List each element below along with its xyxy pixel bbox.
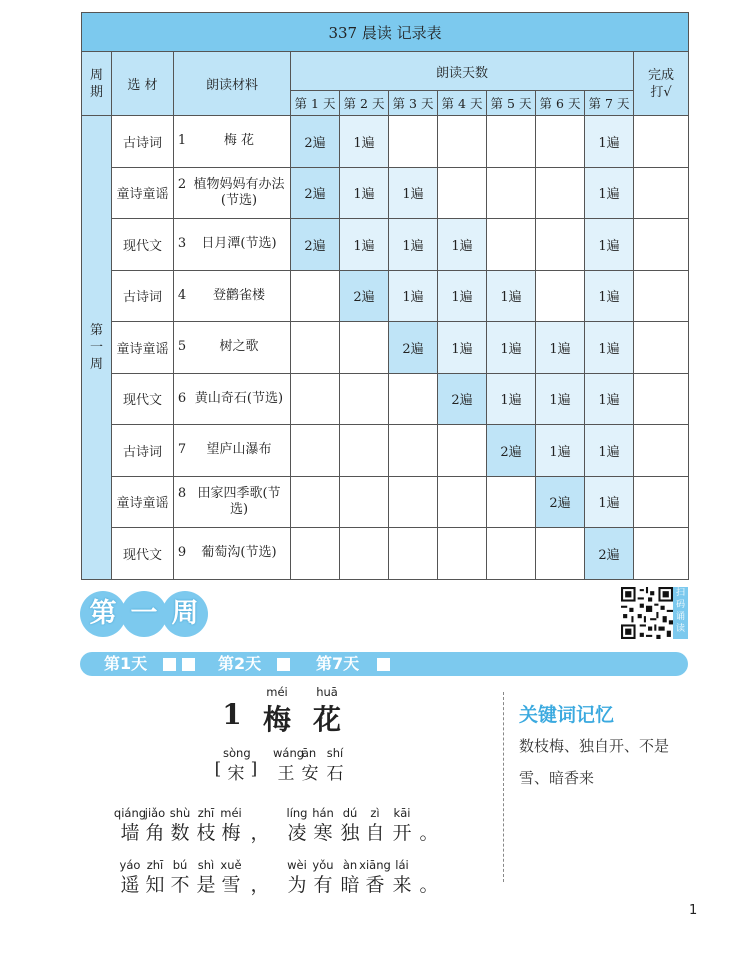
day-cell	[438, 476, 487, 528]
author-name-char: 安	[301, 764, 319, 784]
day-cell: 1遍	[389, 270, 438, 322]
material-title: 葡萄沟(节选)	[201, 545, 277, 561]
day-cell	[340, 528, 389, 580]
material-number: 2	[177, 176, 187, 192]
table-row	[82, 425, 689, 477]
day-cell: 1遍	[536, 373, 585, 425]
author-pinyin: wáng	[273, 746, 305, 760]
reading-record-table	[81, 12, 689, 580]
done-checkbox-cell[interactable]	[634, 425, 689, 477]
poem-char: 凌	[287, 822, 307, 844]
author-name-char: 石	[326, 764, 344, 784]
qr-side-char: 读	[675, 624, 685, 634]
day-checkbox[interactable]	[377, 658, 390, 671]
day-checkbox[interactable]	[277, 658, 290, 671]
poem-char: 是	[196, 874, 216, 896]
day-cell: 1遍	[487, 373, 536, 425]
day-cell: 1遍	[389, 167, 438, 219]
day-label: 第2天	[218, 654, 262, 673]
day-cell: 1遍	[438, 270, 487, 322]
material-cell	[174, 167, 291, 219]
reading-days-bar	[80, 652, 688, 676]
day-cell	[536, 167, 585, 219]
poem-char: 梅	[221, 822, 241, 844]
day-cell: 1遍	[585, 270, 634, 322]
header-done: 完成 打√	[634, 52, 689, 116]
keywords-title: 关键词记忆	[519, 704, 615, 726]
poem-char: 寒	[313, 822, 333, 844]
day-cell	[340, 425, 389, 477]
poem-char: 雪	[221, 874, 241, 896]
title-pinyin: méi	[266, 685, 288, 699]
done-checkbox-cell[interactable]	[634, 219, 689, 271]
day-cell	[340, 476, 389, 528]
material-cell	[174, 373, 291, 425]
category-cell: 童诗童谣	[112, 476, 174, 528]
header-day-6: 第 6 天	[536, 91, 585, 116]
week-cell-char: 周	[89, 356, 103, 372]
day-cell	[389, 373, 438, 425]
material-title: 树之歌	[219, 339, 259, 355]
day-cell: 1遍	[487, 270, 536, 322]
table-row	[82, 322, 689, 374]
poem-char: 自	[365, 822, 385, 844]
day-cell	[291, 373, 340, 425]
week-badge-char: 一	[121, 591, 167, 637]
material-title: 田家四季歌(节选)	[197, 485, 281, 517]
poem-char: 枝	[196, 822, 216, 844]
header-day-5: 第 5 天	[487, 91, 536, 116]
table-title: 337 晨读 记录表	[82, 13, 689, 52]
poem-char: 暗	[340, 874, 360, 896]
poem-char: 开	[392, 822, 412, 844]
day-cell: 1遍	[585, 425, 634, 477]
category-cell: 童诗童谣	[112, 322, 174, 374]
poem-char: ，	[250, 822, 270, 844]
done-checkbox-cell[interactable]	[634, 167, 689, 219]
table-row	[82, 167, 689, 219]
poem-pinyin: wèi	[287, 858, 307, 872]
day-cell: 1遍	[585, 322, 634, 374]
done-checkbox-cell[interactable]	[634, 373, 689, 425]
header-day-1: 第 1 天	[291, 91, 340, 116]
day-cell	[536, 219, 585, 271]
poem-char: 遥	[120, 874, 140, 896]
category-cell: 古诗词	[112, 270, 174, 322]
material-number: 9	[177, 545, 187, 561]
category-cell: 古诗词	[112, 425, 174, 477]
poem-pinyin: shù	[169, 806, 191, 820]
poem-char: 有	[313, 874, 333, 896]
day-cell	[438, 425, 487, 477]
page-number: 1	[689, 903, 698, 918]
poem-pinyin: hán	[312, 806, 334, 820]
author-name-char: 王	[277, 764, 295, 784]
material-cell	[174, 270, 291, 322]
day-cell: 1遍	[536, 425, 585, 477]
material-title: 望庐山瀑布	[206, 442, 272, 458]
day-cell: 2遍	[340, 270, 389, 322]
material-number: 7	[177, 442, 187, 458]
day-cell: 1遍	[340, 116, 389, 168]
poem-pinyin: dú	[342, 806, 358, 820]
day-cell: 2遍	[291, 219, 340, 271]
table-row	[82, 219, 689, 271]
day-cell	[536, 528, 585, 580]
table-row	[82, 270, 689, 322]
poem-char: 香	[365, 874, 385, 896]
week-badge	[80, 591, 208, 637]
day-cell	[438, 528, 487, 580]
material-cell	[174, 425, 291, 477]
day-cell	[536, 116, 585, 168]
week-badge-char: 周	[162, 591, 208, 637]
day-cell: 2遍	[585, 528, 634, 580]
material-number: 8	[177, 485, 187, 501]
day-cell	[389, 116, 438, 168]
poem-title-char: 花	[312, 703, 341, 736]
poem-pinyin: yáo	[119, 858, 141, 872]
poem-char: 独	[340, 822, 360, 844]
poem-char: 知	[145, 874, 165, 896]
header-category: 选 材	[112, 52, 174, 116]
poem-char: 墙	[120, 822, 140, 844]
poem-pinyin: àn	[342, 858, 358, 872]
header-day-7: 第 7 天	[585, 91, 634, 116]
day-cell	[389, 425, 438, 477]
qr-side-char: 扫	[675, 588, 685, 598]
dashed-divider	[503, 692, 504, 882]
day-cell: 2遍	[389, 322, 438, 374]
material-cell	[174, 476, 291, 528]
material-number: 1	[177, 133, 187, 149]
day-label: 第1天	[104, 654, 148, 673]
day-checkbox[interactable]	[182, 658, 195, 671]
day-cell	[487, 116, 536, 168]
poem-char: 来	[392, 874, 412, 896]
category-cell: 现代文	[112, 219, 174, 271]
day-cell	[487, 476, 536, 528]
day-cell	[291, 425, 340, 477]
week-badge-char: 第	[80, 591, 126, 637]
material-number: 6	[177, 390, 187, 406]
scan-to-read-label	[673, 587, 688, 639]
table-row	[82, 116, 689, 168]
material-cell	[174, 116, 291, 168]
poem-char: 角	[145, 822, 165, 844]
poem-pinyin: qiáng	[113, 806, 147, 820]
material-cell	[174, 322, 291, 374]
day-cell: 1遍	[340, 167, 389, 219]
day-cell: 1遍	[585, 116, 634, 168]
header-day-2: 第 2 天	[340, 91, 389, 116]
poem-pinyin: xiāng	[359, 858, 391, 872]
author-pinyin: ān	[301, 746, 317, 760]
poem-pinyin: lái	[395, 858, 409, 872]
done-checkbox-cell[interactable]	[634, 116, 689, 168]
day-cell	[487, 219, 536, 271]
category-cell: 童诗童谣	[112, 167, 174, 219]
qr-code-icon[interactable]	[621, 587, 673, 639]
poem-char: 数	[170, 822, 190, 844]
week-cell-char: 第	[89, 322, 103, 338]
done-checkbox-cell[interactable]	[634, 270, 689, 322]
done-checkbox-cell[interactable]	[634, 476, 689, 528]
day-label: 第7天	[316, 654, 360, 673]
category-cell: 现代文	[112, 373, 174, 425]
day-cell	[291, 322, 340, 374]
day-cell: 1遍	[340, 219, 389, 271]
day-cell	[487, 528, 536, 580]
poem-pinyin: xuě	[220, 858, 242, 872]
author-bracket: ]	[250, 759, 258, 779]
day-cell: 1遍	[585, 476, 634, 528]
category-cell: 古诗词	[112, 116, 174, 168]
material-title: 植物妈妈有办法(节选)	[193, 176, 285, 208]
day-cell: 2遍	[291, 116, 340, 168]
author-pinyin: sòng	[223, 746, 251, 760]
week-cell-char: 一	[89, 339, 103, 355]
header-material: 朗读材料	[174, 52, 291, 116]
keywords-text: 数枝梅、独自开、不是雪、暗香来	[519, 737, 670, 787]
day-cell: 1遍	[389, 219, 438, 271]
author-pinyin: shí	[326, 746, 344, 760]
poem-pinyin: yǒu	[312, 858, 334, 872]
qr-side-char: 码	[675, 600, 685, 610]
week-cell	[82, 116, 112, 580]
day-cell: 2遍	[438, 373, 487, 425]
poem-pinyin: shì	[197, 858, 215, 872]
day-cell: 2遍	[487, 425, 536, 477]
poem-title-number: 1	[222, 698, 242, 731]
day-cell: 1遍	[585, 219, 634, 271]
material-number: 5	[177, 339, 187, 355]
header-days-group: 朗读天数	[291, 52, 634, 91]
day-cell	[536, 270, 585, 322]
poem-pinyin: jiǎo	[144, 806, 166, 820]
header-day-4: 第 4 天	[438, 91, 487, 116]
qr-side-char: 诵	[675, 612, 685, 622]
day-cell: 2遍	[291, 167, 340, 219]
day-cell	[291, 528, 340, 580]
day-cell: 1遍	[585, 373, 634, 425]
table-row	[82, 528, 689, 580]
author-bracket: [	[214, 759, 222, 779]
done-checkbox-cell[interactable]	[634, 528, 689, 580]
done-checkbox-cell[interactable]	[634, 322, 689, 374]
poem-char: 不	[170, 874, 190, 896]
day-cell: 1遍	[438, 219, 487, 271]
day-cell	[389, 528, 438, 580]
header-day-3: 第 3 天	[389, 91, 438, 116]
poem-pinyin: méi	[220, 806, 242, 820]
day-cell: 1遍	[536, 322, 585, 374]
day-cell: 1遍	[438, 322, 487, 374]
poem-char: ，	[250, 874, 270, 896]
day-cell	[438, 167, 487, 219]
category-cell: 现代文	[112, 528, 174, 580]
day-cell	[487, 167, 536, 219]
poem-char: 。	[419, 822, 439, 844]
material-title: 日月潭(节选)	[201, 236, 277, 252]
material-title: 梅 花	[223, 133, 255, 149]
table-row	[82, 476, 689, 528]
day-cell	[291, 476, 340, 528]
poem-pinyin: líng	[286, 806, 308, 820]
material-cell	[174, 219, 291, 271]
material-cell	[174, 528, 291, 580]
day-cell	[438, 116, 487, 168]
title-pinyin: huā	[316, 685, 338, 699]
day-checkbox[interactable]	[163, 658, 176, 671]
day-cell: 1遍	[487, 322, 536, 374]
material-number: 3	[177, 236, 187, 252]
material-number: 4	[177, 287, 187, 303]
material-title: 登鹳雀楼	[212, 287, 265, 303]
day-cell: 2遍	[536, 476, 585, 528]
day-cell	[291, 270, 340, 322]
day-cell	[389, 476, 438, 528]
poem-char: 为	[287, 874, 307, 896]
poem-pinyin: bú	[172, 858, 188, 872]
poem-pinyin: kāi	[393, 806, 411, 820]
day-cell	[340, 322, 389, 374]
poem-char: 。	[419, 874, 439, 896]
poem-pinyin: zì	[370, 806, 380, 820]
poem-pinyin: zhī	[197, 806, 215, 820]
material-title: 黄山奇石(节选)	[194, 390, 284, 406]
poem-pinyin: zhī	[146, 858, 164, 872]
author-dynasty: 宋	[227, 764, 245, 784]
poem-title-char: 梅	[262, 703, 291, 736]
day-cell: 1遍	[585, 167, 634, 219]
header-week: 周 期	[82, 52, 112, 116]
table-row	[82, 373, 689, 425]
day-cell	[340, 373, 389, 425]
